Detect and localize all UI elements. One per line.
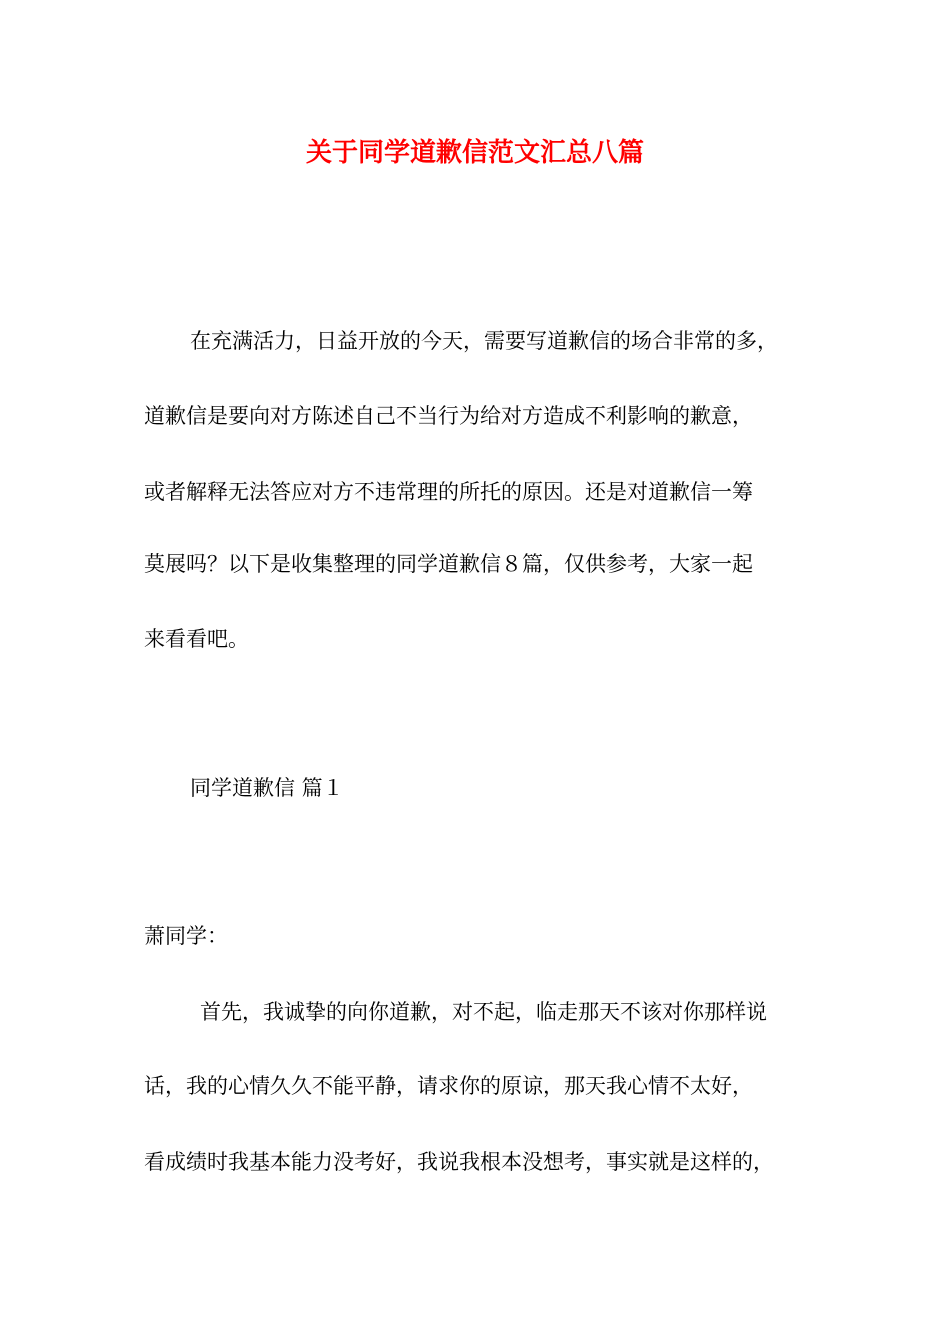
intro-line-2: 道歉信是要向对方陈述自己不当行为给对方造成不利影响的歉意， [144,404,753,428]
body-line-3: 看成绩时我基本能力没考好，我说我根本没想考，事实就是这样的， [144,1150,774,1174]
intro-line-4: 莫展吗？以下是收集整理的同学道歉信８篇，仅供参考，大家一起 [144,552,753,576]
intro-line-3: 或者解释无法答应对方不违常理的所托的原因。还是对道歉信一筹 [144,480,753,504]
salutation: 萧同学： [144,924,228,948]
intro-line-5: 来看看吧。 [144,627,249,651]
section-heading: 同学道歉信 篇１ [190,776,344,800]
document-title: 关于同学道歉信范文汇总八篇 [305,138,644,168]
body-line-2: 话，我的心情久久不能平静，请求你的原谅，那天我心情不太好， [144,1074,753,1098]
intro-line-1: 在充满活力，日益开放的今天，需要写道歉信的场合非常的多， [190,329,778,353]
body-line-1: 首先，我诚挚的向你道歉，对不起，临走那天不该对你那样说 [200,1000,767,1024]
